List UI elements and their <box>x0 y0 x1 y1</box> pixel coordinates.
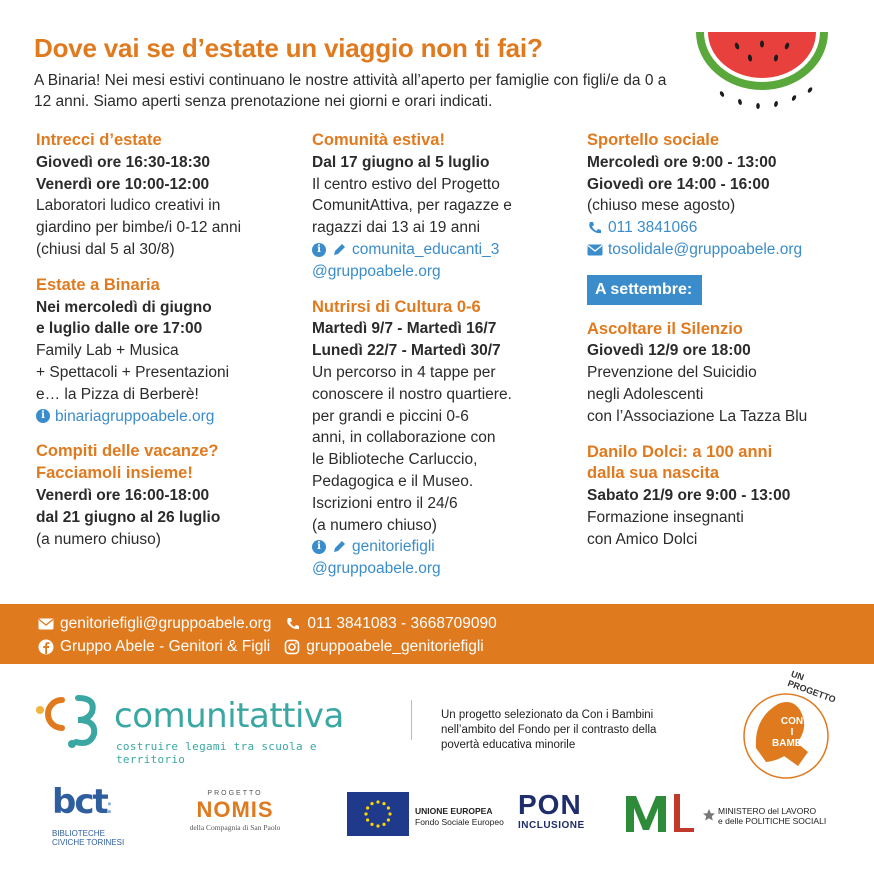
bct-mark: bct⁚ <box>52 782 111 822</box>
event-desc: anni, in collaborazione con <box>312 429 496 447</box>
event-desc: (chiusi dal 5 al 30/8) <box>36 240 175 258</box>
event-desc: (a numero chiuso) <box>36 530 161 548</box>
pencil-icon <box>331 243 347 257</box>
event-time: Nei mercoledì di giugno <box>36 298 212 316</box>
event-desc: con Amico Dolci <box>587 530 698 548</box>
con-i-bambini-name <box>772 716 815 749</box>
ministero-mark-icon <box>622 790 698 836</box>
event-binaria <box>36 275 298 428</box>
bct-label <box>52 829 132 847</box>
pencil-icon <box>331 540 347 554</box>
event-title: Comunità estiva! <box>312 131 445 149</box>
comunita-email-domain[interactable]: @gruppoabele.org <box>312 262 441 280</box>
pon-inclusione-logo <box>518 790 602 836</box>
event-title: Danilo Dolci: a 100 anni <box>587 442 773 461</box>
september-badge: A settembre: <box>587 275 702 305</box>
event-desc: Il centro estivo del Progetto <box>312 175 500 193</box>
eu-fse-logo <box>347 792 507 836</box>
eu-flag-icon <box>347 792 409 836</box>
nutrirsi-email-domain[interactable]: @gruppoabele.org <box>312 560 441 578</box>
event-time: Venerdì ore 16:00-18:00 <box>36 486 210 504</box>
ministero-label-1: MINISTERO del LAVORO <box>718 806 817 816</box>
con-i-bambini-name-2: I BAMBINI <box>772 727 815 749</box>
sportello-phone-text: 011 3841066 <box>608 219 698 237</box>
logo-divider <box>411 700 412 740</box>
comunitattiva-logo <box>32 686 392 766</box>
page-headline: Dove vai se d’estate un viaggio non ti fai? <box>34 33 543 63</box>
facebook-icon <box>38 639 54 655</box>
nomis-logo <box>180 790 290 846</box>
eu-label-2: Fondo Sociale Europeo <box>415 817 504 827</box>
comunitattiva-wordmark: comunitattiva <box>114 696 344 736</box>
comunita-email-link[interactable] <box>312 239 574 261</box>
phone-icon <box>587 220 603 236</box>
event-title: Nutrirsi di Cultura 0-6 <box>312 297 481 316</box>
info-icon: i <box>312 540 326 554</box>
footer-facebook-text: Gruppo Abele - Genitori & Figli <box>60 638 271 655</box>
nomis-name: NOMIS <box>196 797 274 822</box>
event-desc: le Biblioteche Carluccio, <box>312 451 478 469</box>
eu-label-1: UNIONE EUROPEA <box>415 806 493 816</box>
contact-band <box>0 604 874 664</box>
event-title: Compiti delle vacanze? <box>36 442 219 461</box>
event-desc: Prevenzione del Suicidio <box>587 364 757 382</box>
event-comunita <box>312 130 574 283</box>
event-title: dalla sua nascita <box>587 464 720 483</box>
event-time: dal 21 giugno al 26 luglio <box>36 508 221 526</box>
event-desc: (chiuso mese agosto) <box>587 197 736 215</box>
event-desc: (a numero chiuso) <box>312 516 437 534</box>
footer-facebook-link[interactable] <box>38 638 270 656</box>
event-desc: con l’Associazione La Tazza Blu <box>587 407 808 425</box>
bct-label-1: BIBLIOTECHE <box>52 829 105 838</box>
info-icon: i <box>36 409 50 423</box>
mail-icon <box>587 244 603 256</box>
column-right <box>587 130 857 565</box>
event-time: Giovedì ore 16:30-18:30 <box>36 153 211 171</box>
sportello-email-link[interactable] <box>587 239 857 261</box>
event-time: Dal 17 giugno al 5 luglio <box>312 153 490 171</box>
event-desc: Pedagogica e il Museo. <box>312 472 474 490</box>
nutrirsi-email-text: genitoriefigli <box>352 538 435 556</box>
con-i-bambini-top: UN PROGETTO <box>786 668 838 705</box>
event-desc: ragazzi dai 13 ai 19 anni <box>312 219 481 237</box>
bct-label-2: CIVICHE TORINESI <box>52 838 125 847</box>
comunitattiva-tagline: costruire legami tra scuola e territorio <box>116 740 317 766</box>
contact-row-2 <box>38 638 484 656</box>
event-title: Ascoltare il Silenzio <box>587 319 743 338</box>
event-time: Lunedì 22/7 - Martedì 30/7 <box>312 342 501 360</box>
event-title: Estate a Binaria <box>36 275 160 294</box>
biblioteche-civiche-logo <box>52 782 132 846</box>
event-title: Intrecci d’estate <box>36 131 162 149</box>
event-title: Sportello sociale <box>587 131 720 149</box>
column-left <box>36 130 298 564</box>
pon-sub: INCLUSIONE <box>518 820 585 831</box>
instagram-icon <box>284 639 300 655</box>
column-middle <box>312 130 574 594</box>
event-desc: per grandi e piccini 0-6 <box>312 407 469 425</box>
event-nutrirsi <box>312 297 574 580</box>
event-sportello <box>587 130 857 261</box>
republic-emblem-icon <box>702 808 716 822</box>
con-i-bambini-seal <box>726 668 846 788</box>
event-desc: ComunitAttiva, per ragazze e <box>312 197 512 215</box>
event-desc: Iscrizioni entro il 24/6 <box>312 494 458 512</box>
nomis-top: PROGETTO <box>207 790 263 797</box>
event-desc: + Spettacoli + Presentazioni <box>36 363 230 381</box>
event-time: Giovedì ore 14:00 - 16:00 <box>587 175 770 193</box>
sportello-phone-link[interactable] <box>587 217 857 239</box>
event-time: Mercoledì ore 9:00 - 13:00 <box>587 153 777 171</box>
intro-text: A Binaria! Nei mesi estivi continuano le nostre attività all’aperto per famiglie con figli/e da 0 a 12 anni. Siamo aperti senza prenotazione nei giorni e orari indicati. <box>34 72 667 110</box>
con-i-bambini-name-1: CON <box>780 716 804 727</box>
event-time: Sabato 21/9 ore 9:00 - 13:00 <box>587 487 791 505</box>
pon-name: PON <box>518 789 582 820</box>
ministero-label <box>718 806 826 826</box>
sportello-email-text: tosolidale@gruppoabele.org <box>608 240 803 258</box>
footer-instagram-link[interactable] <box>284 638 484 656</box>
footer-email-text: genitoriefigli@gruppoabele.org <box>60 615 272 632</box>
event-desc: Family Lab + Musica <box>36 342 179 360</box>
phone-icon <box>285 616 301 632</box>
event-desc: e… la Pizza di Berberè! <box>36 385 199 403</box>
ministero-label-2: e delle POLITICHE SOCIALI <box>718 816 827 826</box>
watermelon-icon <box>692 20 832 120</box>
event-desc: Formazione insegnanti <box>587 508 744 526</box>
event-silenzio <box>587 319 857 428</box>
contact-row-1 <box>38 615 497 633</box>
project-statement: Un progetto selezionato da Con i Bambini nell’ambito del Fondo per il contrasto della povertà educativa minorile <box>441 709 657 751</box>
event-title: Facciamoli insieme! <box>36 464 193 483</box>
ministero-lavoro-logo <box>622 790 832 836</box>
mail-icon <box>38 618 54 630</box>
event-desc: giardino per bimbe/i 0-12 anni <box>36 219 242 237</box>
eu-label <box>415 806 504 828</box>
event-desc: conoscere il nostro quartiere. <box>312 385 512 403</box>
info-icon: i <box>312 243 326 257</box>
footer-email-link[interactable] <box>38 615 271 633</box>
nutrirsi-email-link[interactable] <box>312 536 574 558</box>
event-intrecci <box>36 130 298 261</box>
event-time: Giovedì 12/9 ore 18:00 <box>587 342 751 360</box>
event-compiti <box>36 441 298 550</box>
footer-phone-link[interactable] <box>285 615 496 633</box>
event-desc: negli Adolescenti <box>587 385 704 403</box>
binaria-link-text: binariagruppoabele.org <box>55 407 215 425</box>
footer-phone-text: 011 3841083 - 3668709090 <box>307 615 497 632</box>
comunitattiva-mark-icon <box>32 686 112 756</box>
comunita-email-text: comunita_educanti_3 <box>352 240 500 258</box>
footer-instagram-text: gruppoabele_genitoriefigli <box>306 638 484 655</box>
event-time: Venerdì ore 10:00-12:00 <box>36 175 210 193</box>
binaria-link[interactable] <box>36 406 298 428</box>
event-desc: Un percorso in 4 tappe per <box>312 363 496 381</box>
event-time: Martedì 9/7 - Martedì 16/7 <box>312 320 497 338</box>
event-desc: Laboratori ludico creativi in <box>36 197 221 215</box>
event-time: e luglio dalle ore 17:00 <box>36 320 203 338</box>
event-dolci <box>587 442 857 551</box>
nomis-sub: della Compagnia di San Paolo <box>189 823 281 832</box>
